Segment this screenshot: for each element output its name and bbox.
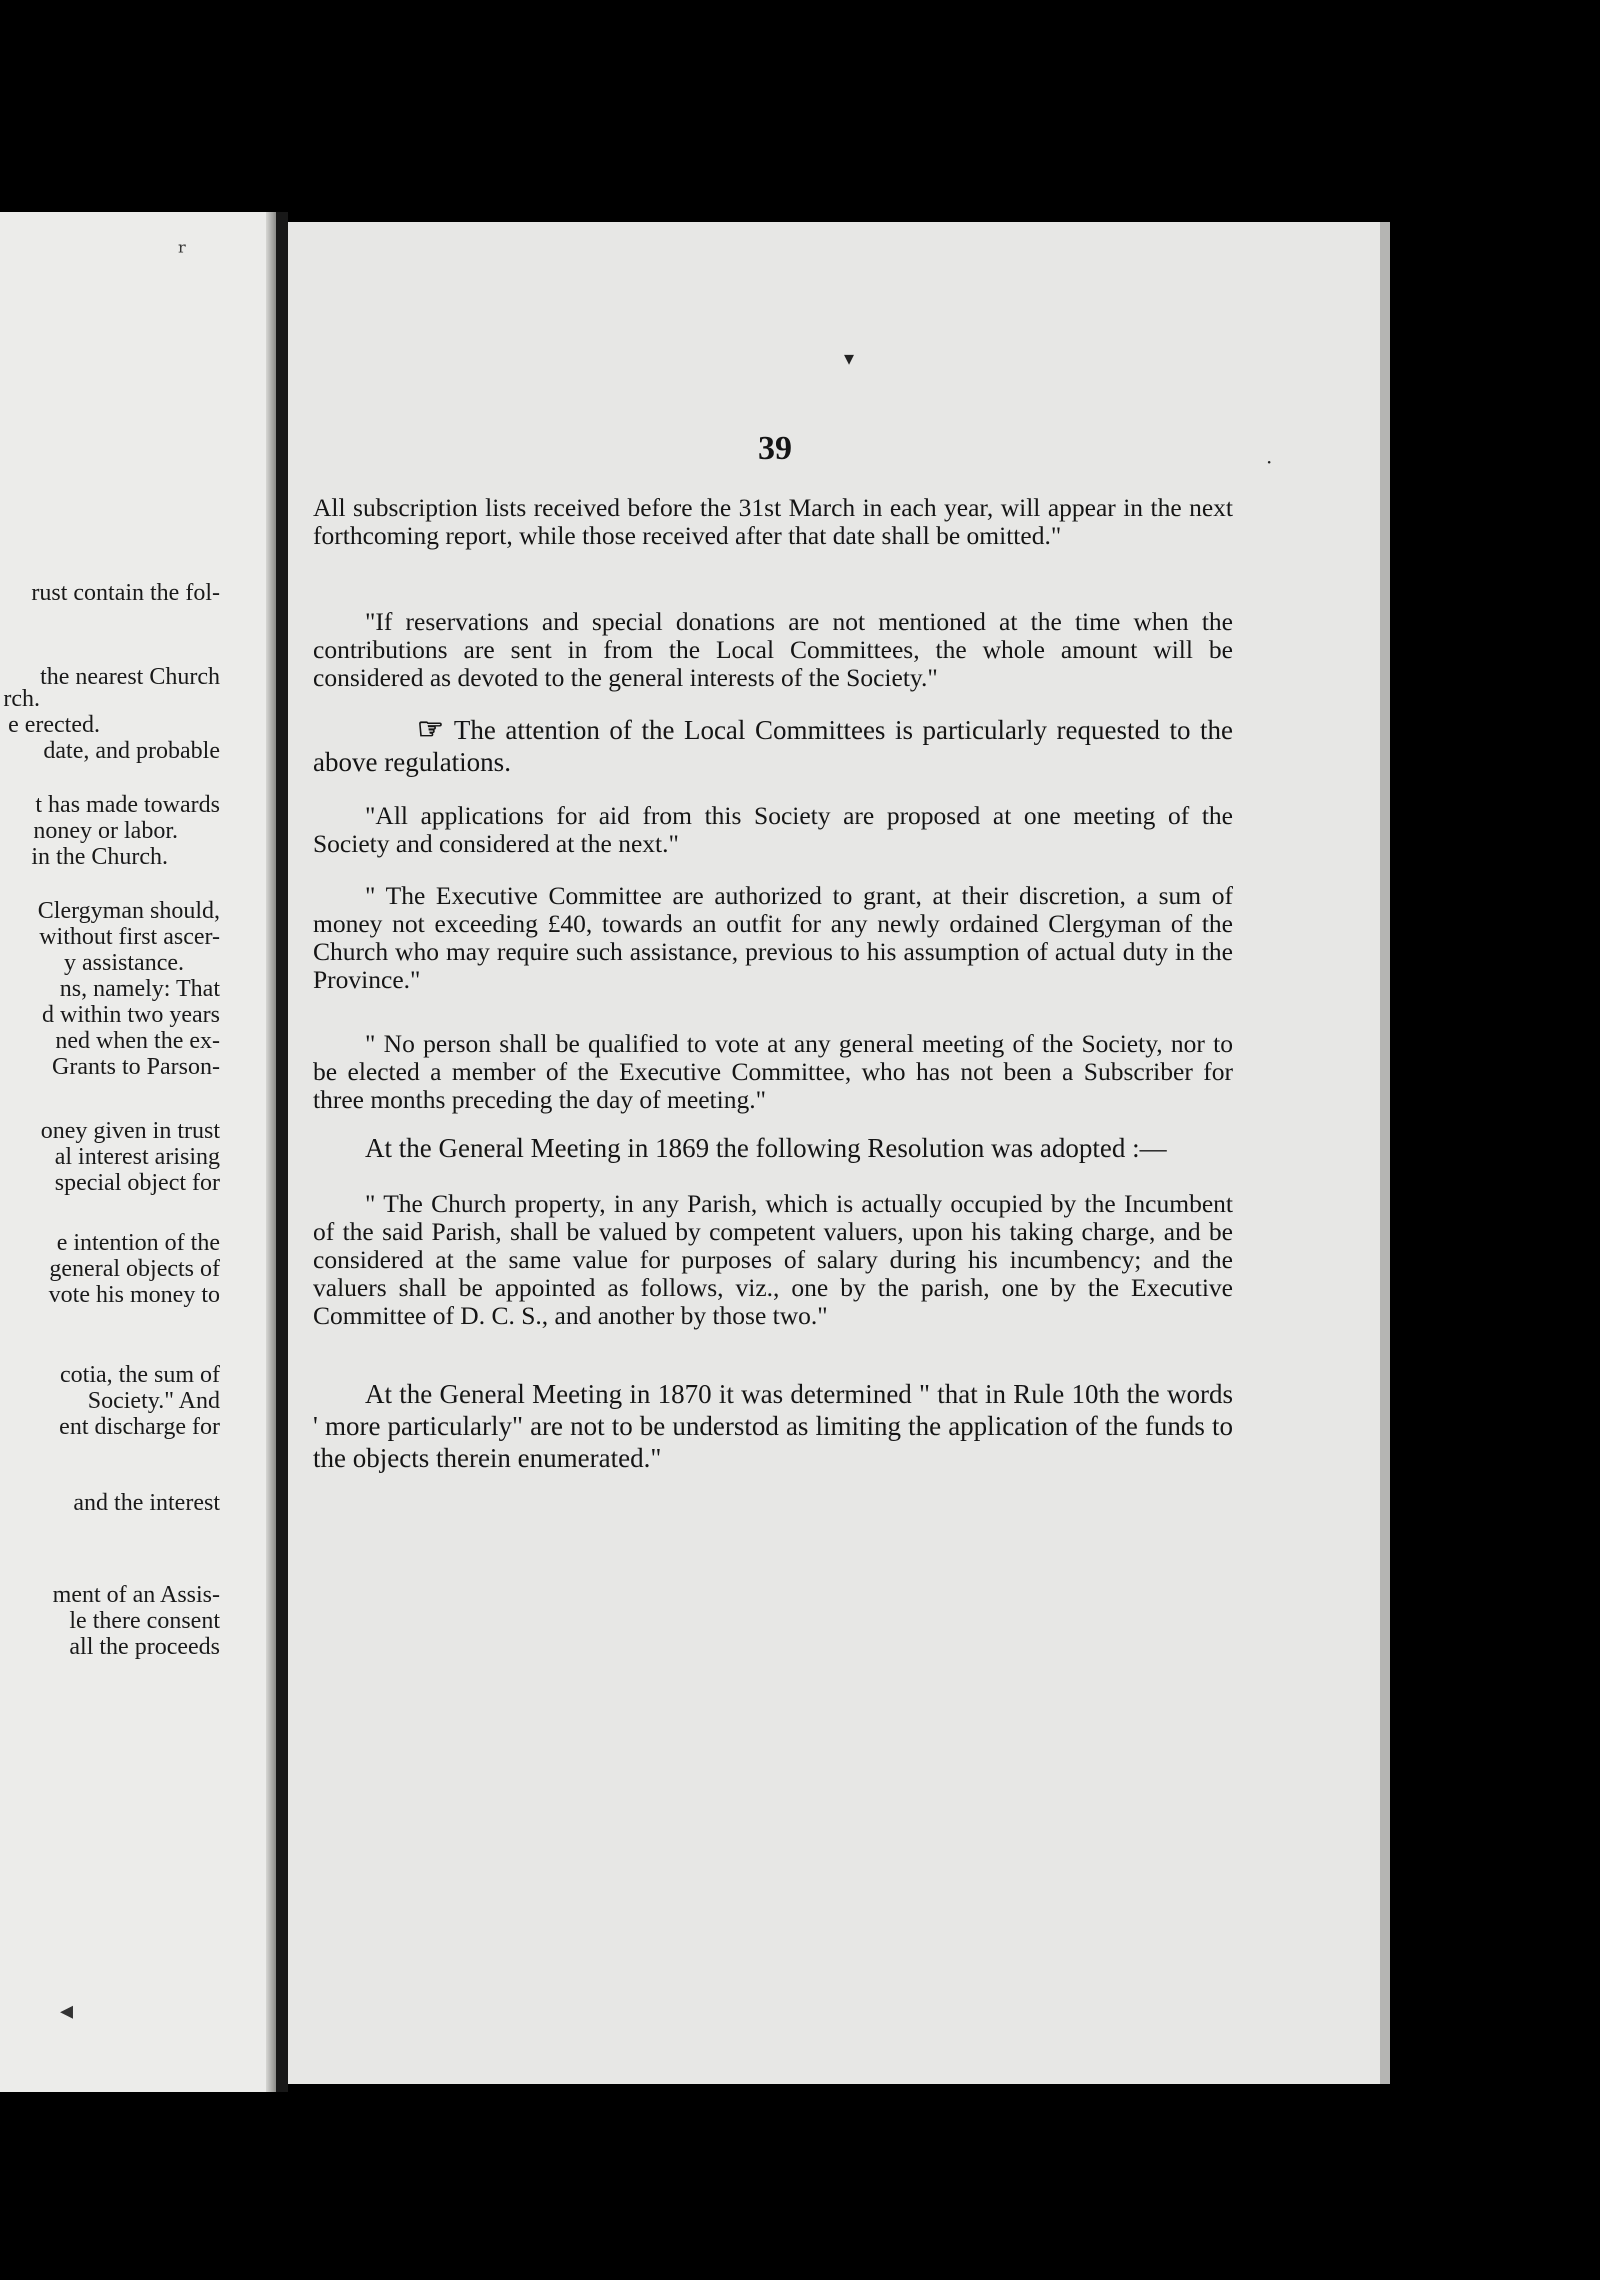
paragraph-text: " The Executive Committee are authorized to grant, at their discretion, a sum of money not exceeding £40, towards an outfit for any newly ordained Clergyman of the Church who may require such assistance, previous to his assumption of actual duty in the Province." xyxy=(313,881,1233,994)
left-page-line: le there consent xyxy=(69,1608,220,1634)
left-page-line: vote his money to xyxy=(48,1282,220,1308)
paragraph-subscription-lists xyxy=(313,494,1233,550)
left-page-line: rch. xyxy=(3,686,40,712)
left-page-line: cotia, the sum of xyxy=(60,1362,220,1388)
paragraph-text: At the General Meeting in 1870 it was determined " that in Rule 10th the words ' more particularly" are not to be understod as limiting the application of the funds to the objects therein enumerated." xyxy=(313,1379,1233,1473)
paragraph-attention-notice xyxy=(313,714,1233,778)
left-page-line: y assistance. xyxy=(64,950,184,976)
left-page-line: without first ascer- xyxy=(39,924,220,950)
paragraph-executive-committee-grant xyxy=(313,882,1233,994)
pointing-hand-icon: ☞ xyxy=(417,713,444,746)
ink-speck: ▾ xyxy=(844,346,855,370)
left-page-line: general objects of xyxy=(49,1256,220,1282)
left-page-line: oney given in trust xyxy=(40,1118,220,1144)
left-page-line: the nearest Church xyxy=(40,664,220,690)
paragraph-church-property-resolution xyxy=(313,1190,1233,1330)
left-page-line: ent discharge for xyxy=(59,1414,220,1440)
paragraph-text: "If reservations and special donations are not mentioned at the time when the contributions are sent in from the Local Committees, the whole amount will be considered as devoted to the general interests of the Society." xyxy=(313,607,1233,692)
paragraph-text: All subscription lists received before the 31st March in each year, will appear in the next forthcoming report, while those received after that date shall be omitted." xyxy=(313,493,1233,550)
main-page xyxy=(288,222,1390,2084)
paragraph-applications-for-aid xyxy=(313,802,1233,858)
left-page-line: t has made towards xyxy=(35,792,220,818)
paragraph-text: " The Church property, in any Parish, which is actually occupied by the Incumbent of the said Parish, shall be valued by competent valuers, upon his taking charge, and be considered at the same value for purposes of salary during his incumbency; and the valuers shall be appointed as follows, viz., one by the parish, one by the Executive Committee of D. C. S., and another by those two." xyxy=(313,1189,1233,1330)
page-number: 39 xyxy=(758,430,792,467)
left-page-line: ns, namely: That xyxy=(59,976,220,1002)
paragraph-general-meeting-1869 xyxy=(313,1132,1233,1164)
left-page-line: e intention of the xyxy=(56,1230,220,1256)
left-facing-page xyxy=(0,212,276,2092)
left-page-line: and the interest xyxy=(73,1490,220,1516)
book-gutter xyxy=(276,212,288,2092)
left-page-line: Society." And xyxy=(87,1388,220,1414)
left-page-line: Grants to Parson- xyxy=(52,1054,220,1080)
ink-mark: ʳ xyxy=(178,238,188,268)
left-page-line: date, and probable xyxy=(43,738,220,764)
left-page-line: Clergyman should, xyxy=(37,898,220,924)
paragraph-text: At the General Meeting in 1869 the following Resolution was adopted :— xyxy=(365,1133,1167,1163)
left-page-line: al interest arising xyxy=(54,1144,220,1170)
paragraph-text: " No person shall be qualified to vote at any general meeting of the Society, nor to be elected a member of the Executive Committee, who has not been a Subscriber for three months preceding the day of meeting." xyxy=(313,1029,1233,1114)
paragraph-reservations xyxy=(313,608,1233,692)
left-page-line: ned when the ex- xyxy=(55,1028,220,1054)
ink-mark: ◂ xyxy=(60,1996,74,2026)
paragraph-text: The attention of the Local Committees is particularly requested to the above regulations. xyxy=(313,715,1233,777)
paragraph-voting-qualification xyxy=(313,1030,1233,1114)
paragraph-general-meeting-1870 xyxy=(313,1378,1233,1474)
left-page-line: e erected. xyxy=(8,712,100,738)
page-fold-shadow xyxy=(266,212,276,2092)
left-page-line: noney or labor. xyxy=(33,818,178,844)
left-page-line: rust contain the fol- xyxy=(31,580,220,606)
ink-speck: · xyxy=(1266,450,1273,474)
left-page-line: d within two years xyxy=(42,1002,220,1028)
left-page-line: in the Church. xyxy=(31,844,168,870)
left-page-line: all the proceeds xyxy=(69,1634,220,1660)
left-page-line: ment of an Assis- xyxy=(52,1582,220,1608)
paragraph-text: "All applications for aid from this Society are proposed at one meeting of the Society and considered at the next." xyxy=(313,801,1233,858)
left-page-line: special object for xyxy=(54,1170,220,1196)
